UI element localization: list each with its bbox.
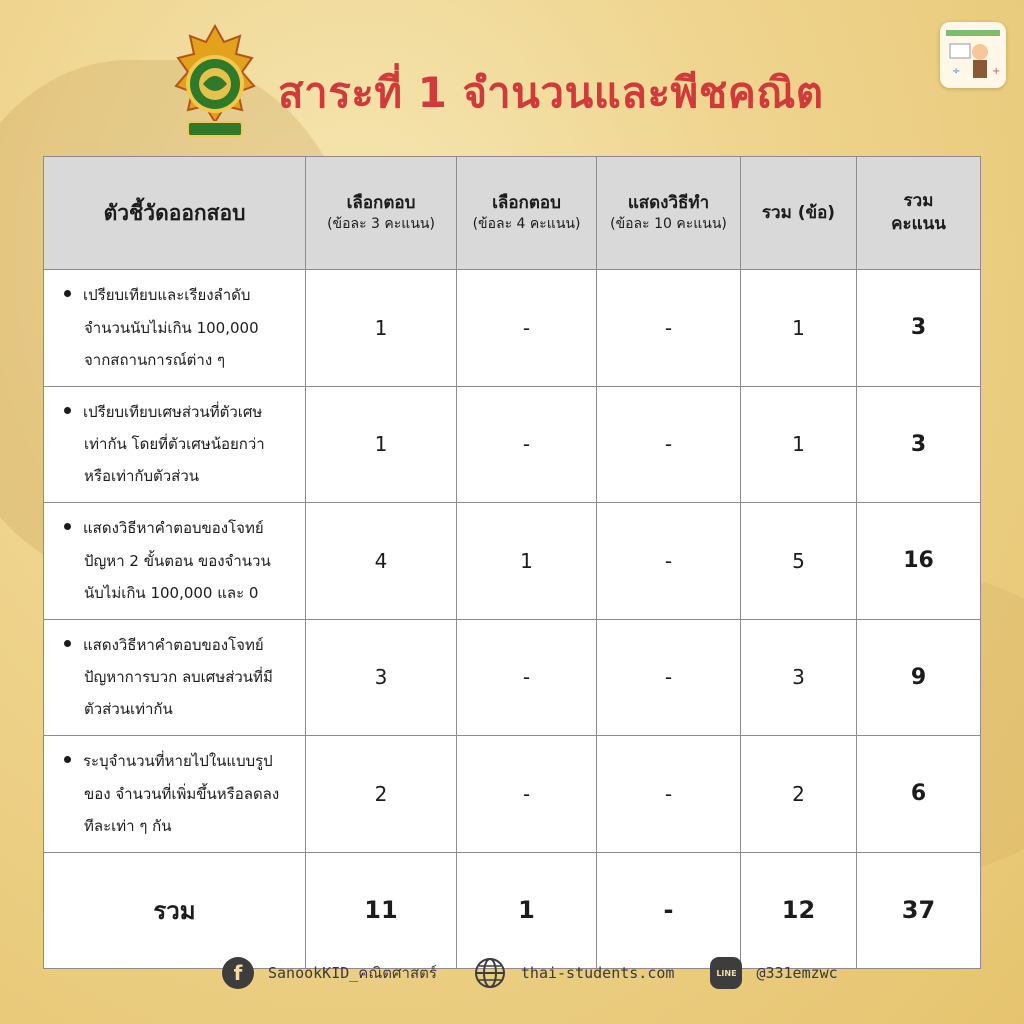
line-icon[interactable]: LINE [710,957,742,989]
facebook-icon[interactable]: f [222,957,254,989]
globe-icon[interactable] [473,956,507,990]
show-work-cell: - [597,736,741,853]
bullet-icon [64,407,71,414]
svg-text:+: + [992,66,1001,77]
total-items-cell: 2 [741,736,857,853]
choice-3pt-cell: 1 [306,270,457,387]
score-table [43,156,981,969]
total-items-cell: 3 [741,619,857,736]
bullet-icon [64,290,71,297]
indicator-cell: แสดงวิธีหาคำตอบของโจทย์ ปัญหาการบวก ลบเศษส่วนที่มี ตัวส่วนเท่ากัน [44,619,306,736]
total-score-cell: 3 [857,386,981,503]
indicator-cell: แสดงวิธีหาคำตอบของโจทย์ ปัญหา 2 ขั้นตอน ของจำนวน นับไม่เกิน 100,000 และ 0 [44,503,306,620]
choice-4pt-cell: - [457,386,597,503]
total-items-cell: 5 [741,503,857,620]
header-choice-3pt: เลือกตอบ (ข้อละ 3 คะแนน) [306,157,457,270]
total-score-cell: 3 [857,270,981,387]
line-id-link[interactable]: @331emzwc [756,964,838,982]
table-row [44,619,981,736]
footer [222,955,838,991]
bullet-icon [64,523,71,530]
table-row [44,270,981,387]
indicator-cell: เปรียบเทียบเศษส่วนที่ตัวเศษ เท่ากัน โดยที่ตัวเศษน้อยกว่า หรือเท่ากับตัวส่วน [44,386,306,503]
corner-logo [940,22,1006,88]
svg-text:÷: ÷ [952,66,961,77]
total-score-cell: 16 [857,503,981,620]
header-show-work-10pt: แสดงวิธีทำ (ข้อละ 10 คะแนน) [597,157,741,270]
choice-4pt-cell: - [457,270,597,387]
choice-3pt-cell: 1 [306,386,457,503]
total-items-cell: 1 [741,270,857,387]
header-indicator: ตัวชี้วัดออกสอบ [44,157,306,270]
show-work-cell: - [597,619,741,736]
page-title: สาระที่ 1 จำนวนและพีชคณิต [278,68,824,117]
choice-4pt-cell: 1 [457,503,597,620]
total-items: 12 [741,852,857,969]
table-row [44,736,981,853]
website-link[interactable]: thai-students.com [520,964,675,982]
total-choice-4pt: 1 [457,852,597,969]
bullet-icon [64,756,71,763]
header-choice-4pt: เลือกตอบ (ข้อละ 4 คะแนน) [457,157,597,270]
page-header [170,24,870,144]
table-header-row [44,157,981,270]
choice-4pt-cell: - [457,736,597,853]
header-total-items: รวม (ข้อ) [741,157,857,270]
show-work-cell: - [597,270,741,387]
show-work-cell: - [597,503,741,620]
bullet-icon [64,640,71,647]
facebook-page-link[interactable]: SanookKID_คณิตศาสตร์ [268,964,437,982]
choice-3pt-cell: 3 [306,619,457,736]
total-score-cell: 6 [857,736,981,853]
choice-4pt-cell: - [457,619,597,736]
choice-3pt-cell: 2 [306,736,457,853]
total-score: 37 [857,852,981,969]
total-items-cell: 1 [741,386,857,503]
choice-3pt-cell: 4 [306,503,457,620]
total-label: รวม [44,852,306,969]
table-total-row [44,852,981,969]
total-score-cell: 9 [857,619,981,736]
teacher-illustration-icon [940,22,1006,88]
total-show-work: - [597,852,741,969]
table-row [44,503,981,620]
indicator-cell: เปรียบเทียบและเรียงลำดับ จำนวนนับไม่เกิน 100,000 จากสถานการณ์ต่าง ๆ [44,270,306,387]
header-total-score: รวม คะแนน [857,157,981,270]
show-work-cell: - [597,386,741,503]
total-choice-3pt: 11 [306,852,457,969]
ministry-seal-logo [170,24,260,142]
indicator-cell: ระบุจำนวนที่หายไปในแบบรูป ของ จำนวนที่เพิ่มขึ้นหรือลดลง ทีละเท่า ๆ กัน [44,736,306,853]
table-row [44,386,981,503]
